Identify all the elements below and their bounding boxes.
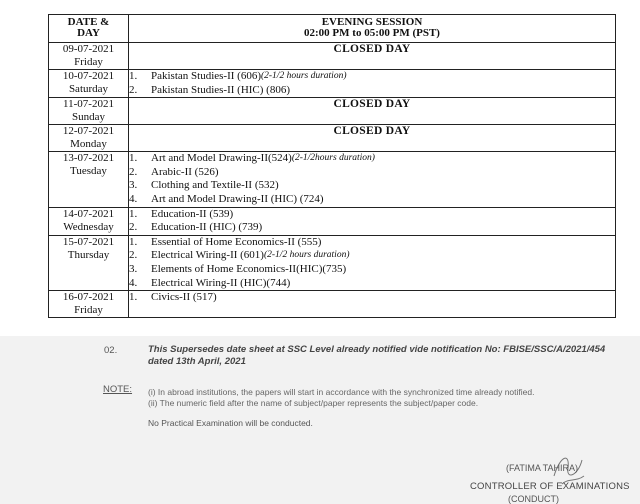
subject-number: 2. (129, 83, 138, 96)
supersedes-line-1: This Supersedes date sheet at SSC Level already notified vide notification No: FBISE/SSC/A/2021/454 (148, 344, 606, 355)
subject-number: 1. (129, 235, 138, 248)
subject-duration: (2-1/2hours duration) (291, 153, 375, 164)
subject-name: Civics-II (517) (151, 291, 217, 304)
date-sheet-table (48, 14, 616, 318)
subject-item (129, 277, 615, 291)
date-cell (49, 291, 129, 318)
subject-item (129, 236, 615, 250)
table-row (49, 43, 616, 70)
closed-day-label: CLOSED DAY (333, 43, 411, 55)
subject-list (129, 208, 615, 235)
table-row (49, 207, 616, 235)
date-cell (49, 125, 129, 152)
signatory-title: CONTROLLER OF EXAMINATIONS (470, 481, 630, 492)
subject-duration: (2-1/2 hours duration) (260, 71, 347, 81)
note-label: NOTE: (103, 384, 133, 395)
date-cell (49, 235, 129, 290)
subject-number: 2. (129, 221, 138, 234)
subject-number: 2. (129, 249, 138, 262)
closed-day-cell (129, 125, 616, 152)
day-name: Thursday (67, 248, 110, 261)
table-row (49, 70, 616, 98)
closed-day-label: CLOSED DAY (333, 125, 411, 138)
date-header-label (49, 17, 128, 39)
subject-number: 1. (129, 291, 138, 304)
subject-item (129, 291, 615, 305)
table-row (49, 125, 616, 152)
subject-name: Essential of Home Economics-II (555) (151, 235, 322, 248)
closed-day-label: CLOSED DAY (333, 98, 411, 111)
subjects-cell (129, 152, 616, 207)
day-name: Sunday (72, 111, 105, 124)
table-row (49, 235, 616, 290)
session-timing: 02:00 PM to 05:00 PM (PST) (304, 27, 440, 39)
subject-duration: (2-1/2 hours duration) (263, 250, 350, 261)
date-value: 10-07-2021 (62, 70, 115, 82)
date-value: 12-07-2021 (62, 125, 115, 138)
date-cell (49, 70, 129, 98)
date-day-header (49, 15, 129, 43)
table-row (49, 152, 616, 207)
subjects-cell (129, 207, 616, 235)
subject-number: 3. (129, 262, 138, 275)
subject-number: 1. (129, 70, 138, 82)
session-title: EVENING SESSION (321, 16, 423, 28)
subject-item (129, 208, 615, 222)
day-name: Wednesday (63, 220, 114, 233)
subject-name: Art and Model Drawing-II(524) (151, 152, 292, 165)
day-name: Tuesday (70, 165, 107, 178)
subject-list (129, 291, 615, 305)
subject-item (129, 84, 615, 98)
note-item-ii: (ii) The numeric field after the name of subject/paper represents the subject/paper code. (148, 398, 479, 408)
closed-day-cell (129, 43, 616, 70)
subject-item (129, 263, 615, 277)
subject-item (129, 179, 615, 193)
date-value: 14-07-2021 (62, 207, 115, 220)
table-row (49, 98, 616, 125)
day-name: Saturday (68, 83, 109, 95)
session-header (129, 15, 616, 43)
note-item-i: (i) In abroad institutions, the papers will start in accordance with the synchronized time already notified. (148, 387, 535, 397)
date-cell (49, 43, 129, 70)
table-header-row (49, 15, 616, 43)
subjects-cell (129, 291, 616, 318)
date-value: 16-07-2021 (62, 291, 115, 304)
subject-name: Arabic-II (526) (151, 165, 219, 178)
subject-name: Elements of Home Economics-II(HIC)(735) (151, 262, 347, 275)
date-value: 09-07-2021 (62, 43, 115, 55)
date-value: 13-07-2021 (62, 152, 115, 165)
day-name: Monday (70, 138, 107, 151)
subject-name: Art and Model Drawing-II (HIC) (724) (151, 192, 324, 205)
signatory-department: (CONDUCT) (508, 494, 559, 504)
subject-number: 4. (129, 276, 138, 289)
subject-number: 4. (129, 192, 138, 205)
supersedes-text (148, 344, 605, 368)
closed-day-cell (129, 98, 616, 125)
subject-item (129, 249, 615, 263)
subject-item (129, 166, 615, 180)
subject-list (129, 236, 615, 290)
subject-number: 2. (129, 165, 138, 178)
date-cell (49, 152, 129, 207)
subject-item (129, 70, 615, 84)
table-row (49, 291, 616, 318)
subjects-cell (129, 70, 616, 98)
subject-item (129, 221, 615, 235)
subjects-cell (129, 235, 616, 290)
date-value: 15-07-2021 (62, 235, 115, 248)
date-value: 11-07-2021 (63, 98, 114, 111)
subject-name: Education-II (HIC) (739) (151, 221, 263, 234)
supersedes-line-2: dated 13th April, 2021 (148, 356, 246, 367)
subject-name: Education-II (539) (151, 207, 234, 220)
subject-list (129, 152, 615, 206)
subject-name: Pakistan Studies-II (606) (151, 70, 261, 82)
subject-number: 3. (129, 179, 138, 192)
no-practical-note: No Practical Examination will be conducted. (148, 418, 313, 428)
subject-item (129, 152, 615, 166)
subject-number: 1. (129, 152, 138, 165)
subject-name: Electrical Wiring-II (HIC)(744) (151, 276, 291, 289)
day-name: Friday (74, 304, 103, 317)
subject-name: Electrical Wiring-II (601) (151, 249, 264, 262)
subject-name: Pakistan Studies-II (HIC) (806) (151, 83, 291, 96)
subject-name: Clothing and Textile-II (532) (151, 179, 279, 192)
signatory-name: (FATIMA TAHIRA) (506, 463, 579, 473)
date-header-line: DAY (77, 27, 100, 39)
day-name: Friday (74, 56, 103, 68)
subject-list (129, 70, 615, 97)
date-cell (49, 207, 129, 235)
date-header-line: DATE & (67, 16, 110, 28)
subject-number: 1. (129, 207, 138, 220)
date-cell (49, 98, 129, 125)
point-number: 02. (104, 345, 118, 356)
subject-item (129, 193, 615, 207)
